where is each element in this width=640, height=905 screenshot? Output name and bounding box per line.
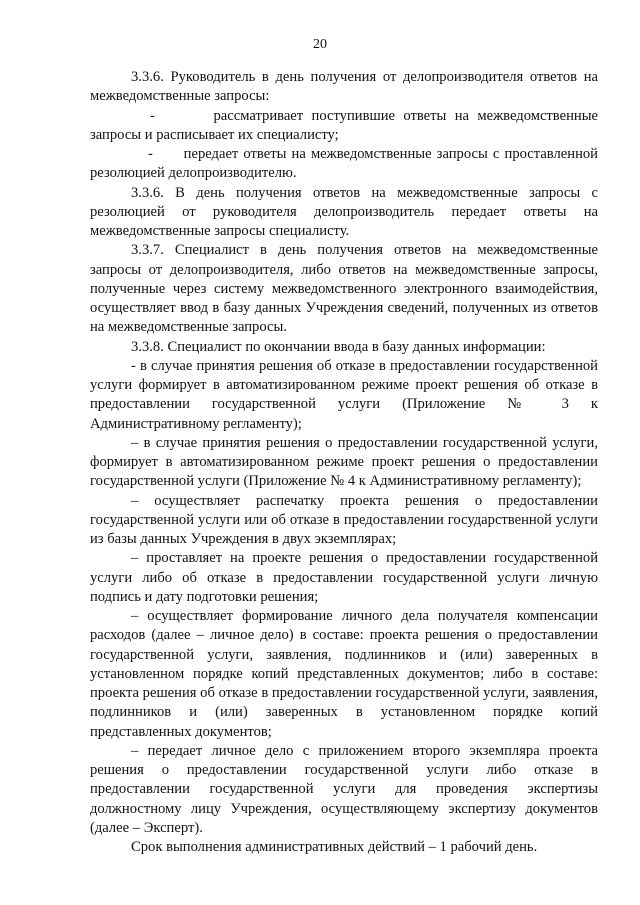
- list-item-pass-answers: - передает ответы на межведомственные запросы с проставленной резолюцией делопроизводителю.: [90, 146, 598, 182]
- list-item-transfer-case-file: – передает личное дело с приложением второго экземпляра проекта решения о предоставлении государственной услуги либо отказе в предоставлении государственной услуги для проведения экспертизы должностному лицу Учреждения, осуществляющему экспертизу документов (далее – Эксперт).: [90, 742, 598, 836]
- list-item-print-draft: – осуществляет распечатку проекта решения о предоставлении государственной услуги или об отказе в предоставлении государственной услуги из базы данных Учреждения в двух экземплярах;: [90, 492, 598, 547]
- paragraph-3-3-7: 3.3.7. Специалист в день получения ответов на межведомственные запросы от делопроизводителя, либо ответов на межведомственные запросы, полученные через систему межведомственного электронного взаимодействия, осуществляет ввод в базу данных Учреждения сведений, полученных из ответов на межведомственные запросы.: [90, 242, 598, 336]
- paragraph-3-3-6-clerk: 3.3.6. В день получения ответов на межведомственные запросы с резолюцией от руководителя делопроизводитель передает ответы на межведомственные запросы специалисту.: [90, 184, 598, 239]
- page-number: 20: [313, 37, 327, 52]
- list-item-form-case-file: – осуществляет формирование личного дела получателя компенсации расходов (далее – личное дело) в составе: проекта решения о предоставлении государственной услуги, заявления, подлинников и (или) заверенных в установленном порядке копий представленных документов; либо в составе: проекта решения об отказе в предоставлении государственной услуги, заявления, подлинников и (или) заверенных в установленном порядке копий представленных документов;: [90, 608, 598, 740]
- paragraph-3-3-6-head: 3.3.6. Руководитель в день получения от делопроизводителя ответов на межведомственные запросы:: [90, 69, 598, 105]
- list-item-grant-draft: – в случае принятия решения о предоставлении государственной услуги, формирует в автоматизированном режиме проект решения о предоставлении государственной услуги (Приложение № 4 к Административному регламенту);: [90, 434, 598, 490]
- paragraph-3-3-8-head: 3.3.8. Специалист по окончании ввода в базу данных информации:: [131, 338, 546, 355]
- document-body: [90, 68, 598, 857]
- list-item-review-answers: - рассматривает поступившие ответы на межведомственные запросы и расписывает их специалисту;: [90, 107, 598, 143]
- list-item-sign-draft: – проставляет на проекте решения о предоставлении государственной услуги либо об отказе в предоставлении государственной услуги личную подпись и дату подготовки решения;: [90, 550, 598, 605]
- paragraph-deadline: Срок выполнения административных действий – 1 рабочий день.: [131, 839, 538, 855]
- list-item-refusal-draft: - в случае принятия решения об отказе в предоставлении государственной услуги формирует в автоматизированном режиме проект решения об отказе в предоставлении государственной услуги (Приложение № 3 к Административному регламенту);: [90, 357, 598, 432]
